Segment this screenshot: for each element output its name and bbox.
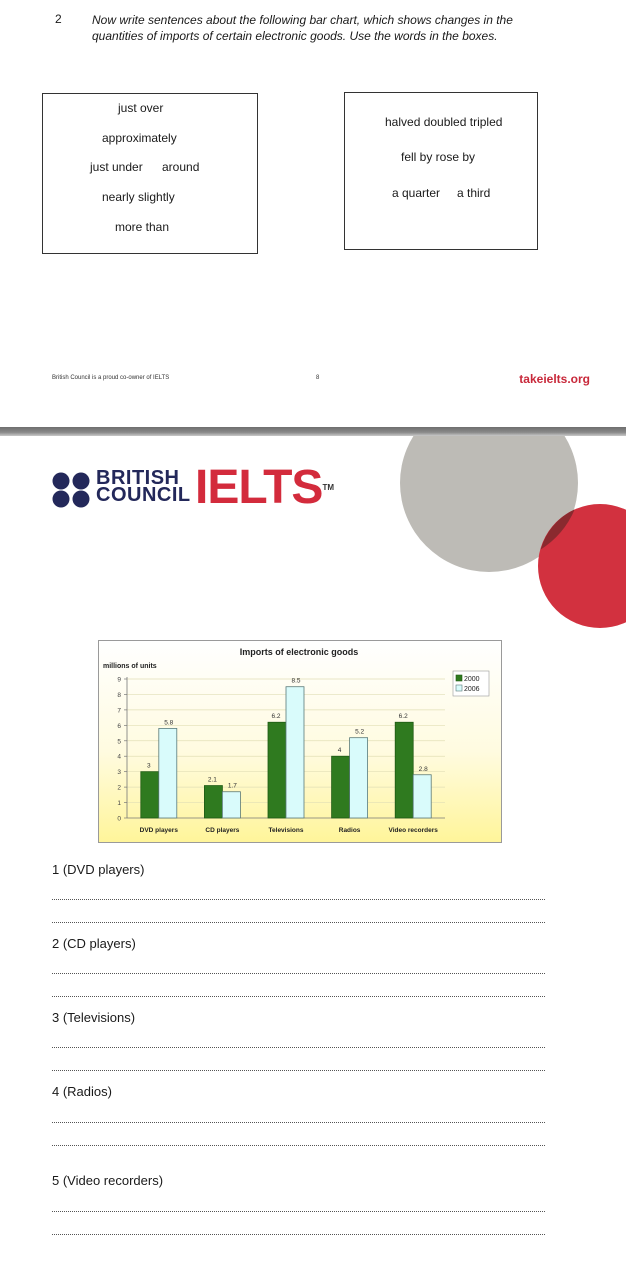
word-nearly-slightly: nearly slightly bbox=[102, 190, 175, 204]
answer-line[interactable] bbox=[52, 1234, 545, 1235]
bar-2006 bbox=[413, 775, 431, 818]
answer-line[interactable] bbox=[52, 996, 545, 997]
page-number: 8 bbox=[316, 375, 320, 381]
bar-value-label: 6.2 bbox=[271, 713, 281, 721]
y-tick-label: 8 bbox=[117, 691, 121, 699]
bar-2000 bbox=[268, 722, 286, 818]
answer-line[interactable] bbox=[52, 1145, 545, 1146]
x-tick-label: Video recorders bbox=[388, 827, 438, 834]
bar-value-label: 3 bbox=[146, 762, 151, 770]
y-axis-label: millions of units bbox=[103, 663, 157, 670]
y-tick-label: 5 bbox=[117, 738, 121, 746]
word-fell-rose: fell by rose by bbox=[401, 150, 476, 164]
x-tick-label: CD players bbox=[205, 827, 240, 834]
bar-value-label: 1.7 bbox=[227, 782, 237, 790]
word-box-qualifiers bbox=[42, 93, 258, 254]
x-tick-label: Radios bbox=[338, 827, 361, 834]
word-box-changes bbox=[344, 92, 538, 250]
word-just-under: just under bbox=[90, 160, 143, 174]
word-a-third: a third bbox=[457, 186, 491, 200]
word-approximately: approximately bbox=[102, 131, 177, 145]
x-tick-label: DVD players bbox=[139, 827, 178, 834]
bar-value-label: 5.2 bbox=[355, 728, 365, 736]
word-a-quarter: a quarter bbox=[392, 186, 441, 200]
bar-2006 bbox=[350, 738, 368, 818]
item-video-recorders: 5 (Video recorders) bbox=[52, 1173, 164, 1188]
ielts-trademark: TM bbox=[322, 483, 335, 492]
item-radios: 4 (Radios) bbox=[52, 1084, 112, 1099]
bar-2000 bbox=[204, 786, 222, 818]
word-around: around bbox=[162, 160, 200, 174]
legend-label-2000: 2000 bbox=[464, 676, 480, 683]
answer-line[interactable] bbox=[52, 1070, 545, 1071]
page-divider bbox=[0, 427, 626, 436]
question-number: 2 bbox=[55, 12, 62, 26]
ielts-wordmark: IELTS bbox=[195, 461, 323, 514]
y-tick-label: 2 bbox=[117, 784, 121, 792]
item-dvd-players: 1 (DVD players) bbox=[52, 862, 145, 877]
british-council-dots-icon bbox=[52, 472, 92, 508]
y-tick-label: 0 bbox=[117, 815, 121, 823]
item-televisions: 3 (Televisions) bbox=[52, 1010, 136, 1025]
answer-line[interactable] bbox=[52, 1122, 545, 1123]
chart-svg bbox=[99, 641, 501, 842]
legend-swatch-2006 bbox=[456, 685, 462, 691]
y-tick-label: 6 bbox=[117, 722, 121, 730]
bar-value-label: 8.5 bbox=[291, 677, 301, 685]
imports-chart bbox=[98, 640, 502, 843]
bar-value-label: 5.8 bbox=[164, 719, 174, 727]
bar-2006 bbox=[159, 728, 177, 818]
word-just-over: just over bbox=[118, 101, 164, 115]
item-cd-players: 2 (CD players) bbox=[52, 936, 136, 951]
word-halved-doubled-tripled: halved doubled tripled bbox=[385, 115, 503, 129]
answer-line[interactable] bbox=[52, 899, 545, 900]
bar-2000 bbox=[332, 756, 350, 818]
bc-line2: COUNCIL bbox=[96, 484, 191, 506]
answer-line[interactable] bbox=[52, 1047, 545, 1048]
bc-line1: BRITISH bbox=[96, 467, 180, 489]
word-more-than: more than bbox=[115, 220, 170, 234]
y-tick-label: 9 bbox=[117, 676, 121, 684]
bar-2006 bbox=[286, 687, 304, 818]
y-tick-label: 4 bbox=[117, 753, 121, 761]
y-tick-label: 7 bbox=[117, 707, 121, 715]
answer-line[interactable] bbox=[52, 1211, 545, 1212]
answer-line[interactable] bbox=[52, 922, 545, 923]
bar-2000 bbox=[141, 772, 159, 818]
bar-value-label: 4 bbox=[337, 747, 342, 755]
question-instructions: Now write sentences about the following bar chart, which shows changes in the quantities of imports of certain electronic goods. Use the words in the boxes. bbox=[92, 13, 513, 43]
chart-title: Imports of electronic goods bbox=[239, 647, 359, 657]
takeielts-link[interactable]: takeielts.org bbox=[519, 372, 590, 386]
legend-label-2006: 2006 bbox=[464, 686, 480, 693]
bar-2000 bbox=[395, 722, 413, 818]
bar-2006 bbox=[222, 792, 240, 818]
y-tick-label: 1 bbox=[117, 800, 121, 808]
decorative-circles bbox=[400, 436, 626, 636]
y-tick-label: 3 bbox=[117, 769, 121, 777]
answer-line[interactable] bbox=[52, 973, 545, 974]
bar-value-label: 6.2 bbox=[398, 713, 408, 721]
x-tick-label: Televisions bbox=[268, 827, 304, 834]
bar-value-label: 2.1 bbox=[207, 776, 217, 784]
legend-swatch-2000 bbox=[456, 675, 462, 681]
ielts-logo bbox=[195, 461, 335, 514]
bar-value-label: 2.8 bbox=[418, 765, 428, 773]
footer-owner-note: British Council is a proud co-owner of IELTS bbox=[52, 375, 170, 381]
